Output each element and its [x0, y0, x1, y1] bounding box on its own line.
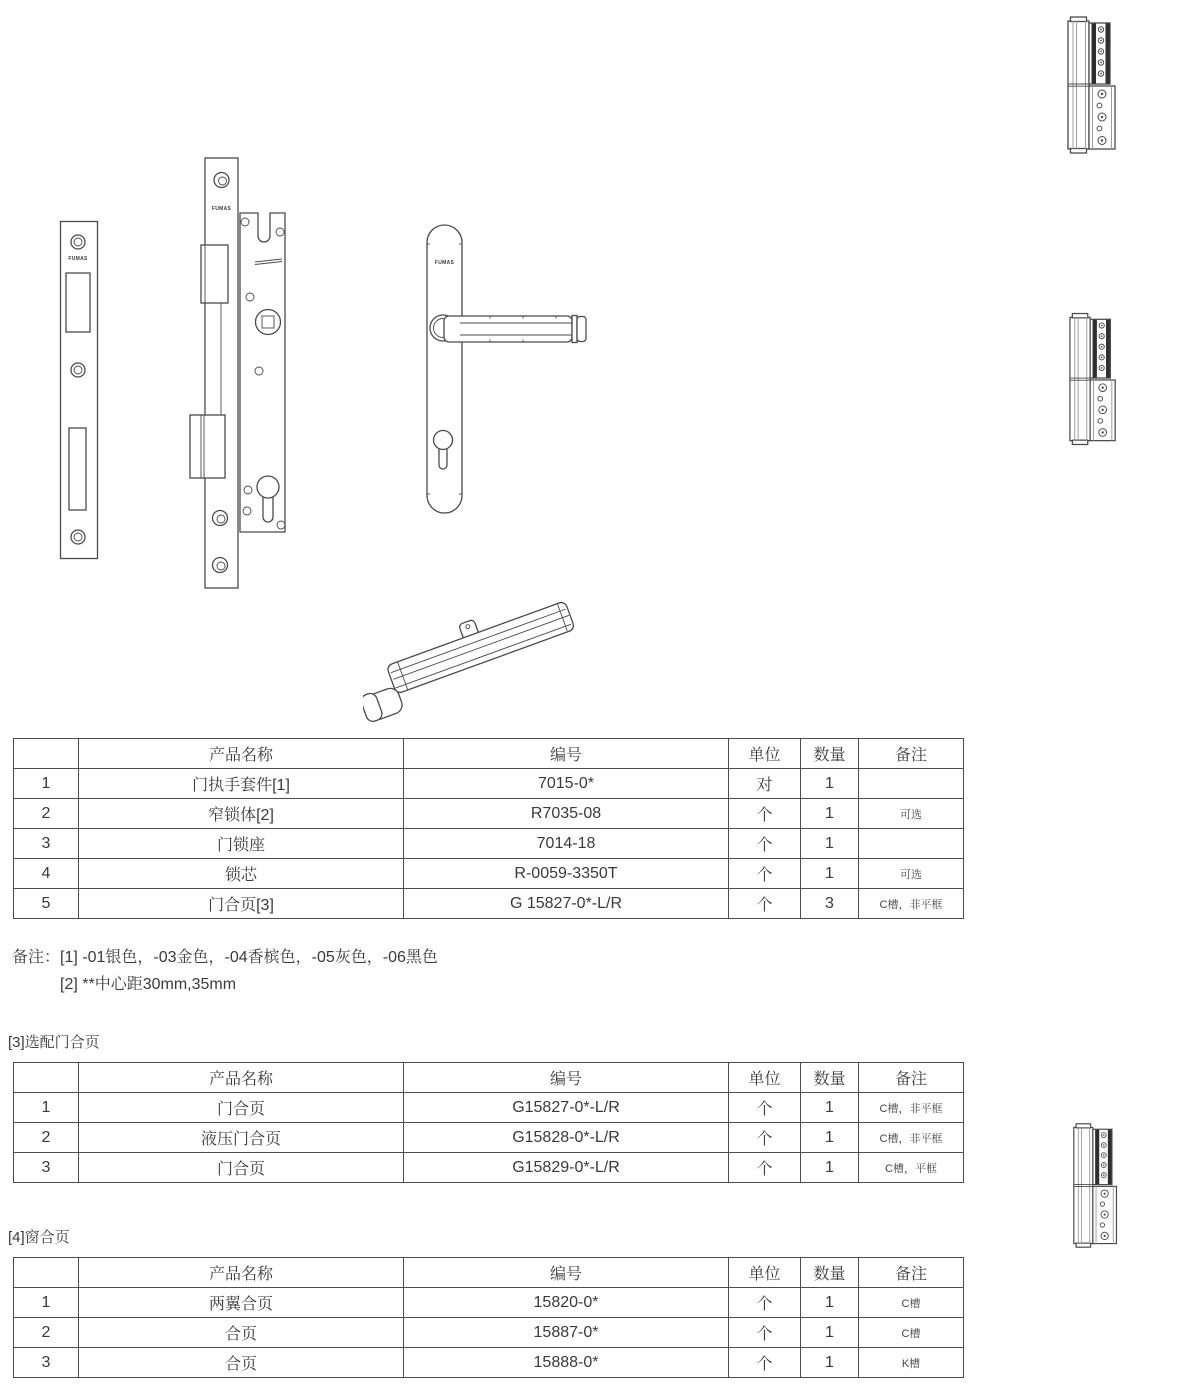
- quantity: 1: [801, 1288, 859, 1318]
- table-header-row: [14, 1258, 964, 1288]
- quantity: 1: [801, 1123, 859, 1153]
- row-index: 2: [14, 1318, 79, 1348]
- table-row: [14, 1348, 964, 1378]
- remark: K槽: [859, 1348, 964, 1378]
- brand-logo: FUMAS: [211, 206, 232, 212]
- product-name: 窄锁体[2]: [79, 799, 404, 829]
- lock-cylinder-drawing: [363, 592, 598, 724]
- product-name: 合页: [79, 1348, 404, 1378]
- footnotes: [12, 944, 438, 998]
- part-number: G 15827-0*-L/R: [404, 889, 729, 919]
- header-index: [14, 739, 79, 769]
- door-hinge-drawing-top: [1066, 16, 1120, 154]
- table-row: [14, 1093, 964, 1123]
- part-number: 7014-18: [404, 829, 729, 859]
- unit: 个: [729, 1123, 801, 1153]
- remark: C槽，非平框: [859, 1093, 964, 1123]
- quantity: 1: [801, 799, 859, 829]
- header-product-name: 产品名称: [79, 1063, 404, 1093]
- quantity: 1: [801, 859, 859, 889]
- quantity: 1: [801, 1093, 859, 1123]
- unit: 个: [729, 1348, 801, 1378]
- table-row: [14, 859, 964, 889]
- unit: 个: [729, 1093, 801, 1123]
- product-name: 门合页[3]: [79, 889, 404, 919]
- table-row: [14, 799, 964, 829]
- header-remark: 备注: [859, 1258, 964, 1288]
- remark: C槽，平框: [859, 1153, 964, 1183]
- quantity: 3: [801, 889, 859, 919]
- header-product-name: 产品名称: [79, 1258, 404, 1288]
- quantity: 1: [801, 1348, 859, 1378]
- header-quantity: 数量: [801, 1258, 859, 1288]
- remark: 可选: [859, 859, 964, 889]
- part-number: 15820-0*: [404, 1288, 729, 1318]
- unit: 对: [729, 769, 801, 799]
- parts-table: [13, 738, 964, 919]
- remark: C槽: [859, 1288, 964, 1318]
- header-index: [14, 1258, 79, 1288]
- header-quantity: 数量: [801, 1063, 859, 1093]
- quantity: 1: [801, 1318, 859, 1348]
- row-index: 3: [14, 1348, 79, 1378]
- door-hinge-drawing-middle: [1068, 312, 1120, 446]
- part-number: R7035-08: [404, 799, 729, 829]
- unit: 个: [729, 1153, 801, 1183]
- lock-body-drawing: [186, 153, 290, 593]
- product-name: 门执手套件[1]: [79, 769, 404, 799]
- row-index: 5: [14, 889, 79, 919]
- part-number: G15828-0*-L/R: [404, 1123, 729, 1153]
- quantity: 1: [801, 829, 859, 859]
- part-number: 15887-0*: [404, 1318, 729, 1348]
- remark: C槽，非平框: [859, 889, 964, 919]
- table-header-row: [14, 739, 964, 769]
- header-product-name: 产品名称: [79, 739, 404, 769]
- table-header-row: [14, 1063, 964, 1093]
- part-number: G15829-0*-L/R: [404, 1153, 729, 1183]
- footnote-line: [1] -01银色，-03金色，-04香槟色，-05灰色，-06黑色: [60, 949, 438, 966]
- table-row: [14, 889, 964, 919]
- unit: 个: [729, 799, 801, 829]
- part-number: 15888-0*: [404, 1348, 729, 1378]
- table-row: [14, 1318, 964, 1348]
- row-index: 4: [14, 859, 79, 889]
- table-row: [14, 1123, 964, 1153]
- table-row: [14, 1153, 964, 1183]
- unit: 个: [729, 829, 801, 859]
- header-part-number: 编号: [404, 1063, 729, 1093]
- brand-logo: FUMAS: [434, 260, 455, 266]
- remark: 可选: [859, 799, 964, 829]
- table-row: [14, 829, 964, 859]
- footnote-line: [2] **中心距30mm,35mm: [60, 976, 237, 993]
- strike-plate-drawing: [58, 218, 102, 562]
- window-hinge-table: [13, 1257, 964, 1378]
- header-index: [14, 1063, 79, 1093]
- door-hinge-drawing-bottom: [1072, 1119, 1121, 1252]
- door-handle-drawing: [418, 213, 593, 518]
- header-quantity: 数量: [801, 739, 859, 769]
- row-index: 1: [14, 1093, 79, 1123]
- row-index: 2: [14, 1123, 79, 1153]
- unit: 个: [729, 859, 801, 889]
- product-name: 门合页: [79, 1093, 404, 1123]
- section-title-window-hinges: [4]窗合页: [8, 1229, 70, 1246]
- unit: 个: [729, 1318, 801, 1348]
- header-part-number: 编号: [404, 739, 729, 769]
- product-name: 合页: [79, 1318, 404, 1348]
- part-number: R-0059-3350T: [404, 859, 729, 889]
- remark: C槽: [859, 1318, 964, 1348]
- table-row: [14, 1288, 964, 1318]
- row-index: 3: [14, 1153, 79, 1183]
- part-number: 7015-0*: [404, 769, 729, 799]
- row-index: 3: [14, 829, 79, 859]
- table-row: [14, 769, 964, 799]
- header-remark: 备注: [859, 739, 964, 769]
- product-name: 液压门合页: [79, 1123, 404, 1153]
- section-title-optional-door-hinges: [3]选配门合页: [8, 1034, 100, 1051]
- product-name: 锁芯: [79, 859, 404, 889]
- footnotes-label: 备注：: [12, 949, 61, 966]
- header-unit: 单位: [729, 739, 801, 769]
- unit: 个: [729, 1288, 801, 1318]
- header-part-number: 编号: [404, 1258, 729, 1288]
- unit: 个: [729, 889, 801, 919]
- header-unit: 单位: [729, 1063, 801, 1093]
- brand-logo: FUMAS: [68, 256, 88, 262]
- product-name: 两翼合页: [79, 1288, 404, 1318]
- row-index: 1: [14, 1288, 79, 1318]
- product-name: 门锁座: [79, 829, 404, 859]
- row-index: 2: [14, 799, 79, 829]
- remark: [859, 829, 964, 859]
- remark: C槽，非平框: [859, 1123, 964, 1153]
- part-number: G15827-0*-L/R: [404, 1093, 729, 1123]
- optional-door-hinge-table: [13, 1062, 964, 1183]
- row-index: 1: [14, 769, 79, 799]
- quantity: 1: [801, 769, 859, 799]
- header-unit: 单位: [729, 1258, 801, 1288]
- header-remark: 备注: [859, 1063, 964, 1093]
- product-name: 门合页: [79, 1153, 404, 1183]
- quantity: 1: [801, 1153, 859, 1183]
- remark: [859, 769, 964, 799]
